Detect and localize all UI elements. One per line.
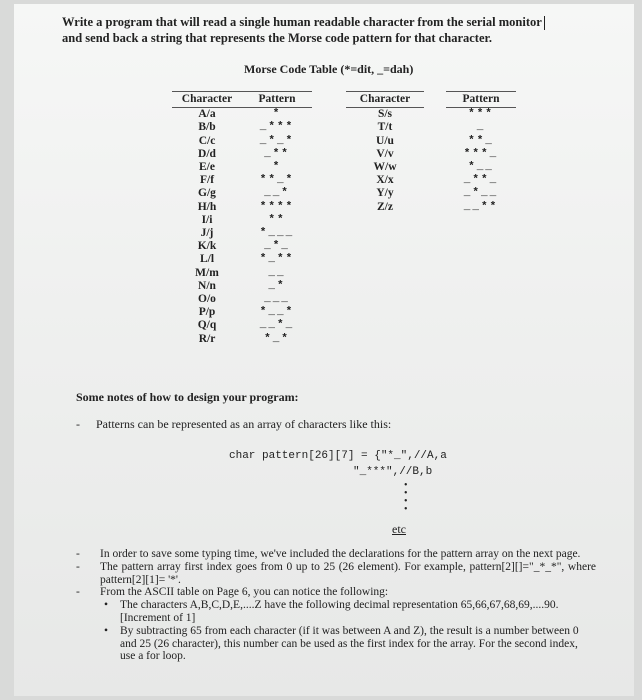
heading-line-1: Write a program that will read a single human readable character from the serial monitor [62, 15, 542, 29]
cell-pattern: _* [268, 279, 286, 292]
cell-gap [424, 135, 446, 148]
table-row [346, 148, 516, 161]
cell-pattern: _**_ [463, 174, 499, 187]
cell-gap [424, 174, 446, 187]
table-row [172, 174, 312, 187]
cell-character: J/j [200, 227, 214, 240]
cell-pattern: ** [268, 213, 286, 226]
table-row [172, 201, 312, 214]
bullet-dot: • [104, 599, 109, 612]
cell-gap [424, 201, 446, 214]
table-row [172, 187, 312, 200]
bullet-dot: • [104, 624, 109, 637]
table-row [346, 108, 516, 122]
cell-character: K/k [197, 240, 217, 253]
morse-table-right-body [346, 108, 516, 214]
table-row [172, 214, 312, 227]
continuation-dots: • • • • [404, 480, 408, 515]
table-row [172, 319, 312, 332]
cell-pattern: _** [264, 147, 290, 160]
cell-gap [424, 161, 446, 174]
cell-pattern: * [272, 108, 282, 121]
bullet-item [76, 625, 596, 663]
table-row [172, 148, 312, 161]
note-patterns-text: Patterns can be represented as an array of characters like this: [96, 417, 392, 431]
cell-character: S/s [377, 108, 393, 121]
column-header-pattern: Pattern [446, 92, 516, 108]
cell-character: M/m [195, 266, 219, 279]
notes-title: Some notes of how to design your program: [76, 390, 299, 404]
cell-gap [424, 148, 446, 161]
table-row [172, 306, 312, 319]
cell-character: L/l [199, 253, 215, 266]
table-row [172, 253, 312, 266]
cell-pattern: __** [463, 200, 499, 213]
table-row [172, 121, 312, 134]
table-row [346, 121, 516, 134]
table-row [172, 135, 312, 148]
cell-character: V/v [376, 147, 394, 160]
list-item [76, 586, 596, 599]
cell-pattern: *__ [468, 161, 494, 174]
cell-pattern: __*_ [259, 319, 295, 332]
cell-character: G/g [198, 187, 216, 200]
cell-character: O/o [198, 293, 216, 306]
list-item [76, 561, 596, 587]
cell-character: X/x [376, 174, 394, 187]
cell-pattern: _ [476, 121, 486, 134]
table-row [172, 333, 312, 346]
morse-table-left-body [172, 108, 312, 346]
table-row [172, 280, 312, 293]
cell-pattern: **** [259, 200, 295, 213]
cell-pattern: _*_ [264, 240, 290, 253]
table-row [172, 227, 312, 240]
list-dash: - [76, 560, 80, 573]
cell-pattern: *___ [259, 227, 295, 240]
table-row [346, 135, 516, 148]
cell-character: P/p [198, 306, 216, 319]
cell-pattern: *** [468, 108, 494, 121]
cell-character: N/n [198, 279, 216, 292]
cell-gap [424, 121, 446, 134]
code-snippet [229, 448, 447, 480]
cell-character: Q/q [197, 319, 217, 332]
table-row [172, 293, 312, 306]
cell-character: U/u [376, 134, 394, 147]
table-row [172, 161, 312, 174]
cell-pattern: ___ [264, 293, 290, 306]
cell-character: D/d [198, 147, 216, 160]
column-header-pattern: Pattern [242, 92, 312, 108]
document-page [14, 4, 634, 696]
cell-character: R/r [198, 332, 216, 345]
list-item [76, 548, 596, 561]
cell-pattern: * [272, 161, 282, 174]
table-row [346, 201, 516, 214]
paragraph-array-index: The pattern array first index goes from 0 up to 25 (26 element). For example, pattern[2][]="_*_*", where pattern[2][1]= '*'. [100, 560, 596, 586]
cell-pattern: __* [264, 187, 290, 200]
list-dash: - [76, 417, 80, 431]
cell-character: F/f [199, 174, 215, 187]
cell-character: E/e [199, 161, 215, 174]
cell-pattern: **_ [468, 134, 494, 147]
cell-character: Z/z [377, 200, 393, 213]
cell-pattern: *_* [264, 332, 290, 345]
list-dash: - [76, 586, 80, 599]
cell-pattern: _*** [259, 121, 295, 134]
table-row [346, 161, 516, 174]
cell-character: H/h [197, 200, 217, 213]
text-cursor [544, 16, 545, 30]
table-row [346, 187, 516, 200]
cell-pattern: ***_ [463, 147, 499, 160]
column-gap [424, 92, 446, 108]
assignment-heading [62, 14, 602, 46]
column-header-character: Character [346, 92, 424, 108]
cell-gap [424, 187, 446, 200]
table-row [172, 267, 312, 280]
etc-label: etc [392, 522, 406, 536]
cell-character: Y/y [376, 187, 394, 200]
table-row [172, 240, 312, 253]
cell-character: C/c [198, 134, 216, 147]
table-row [346, 174, 516, 187]
cell-character: A/a [198, 108, 216, 121]
cell-pattern: *__* [259, 306, 295, 319]
morse-table-left [172, 91, 312, 346]
cell-pattern: __ [268, 266, 286, 279]
bullet-item [76, 599, 596, 625]
bullet-decimal-representation: The characters A,B,C,D,E,....Z have the following decimal representation 65,66,67,68,69,....90. [Increment of 1] [120, 599, 559, 624]
cell-character: I/i [201, 213, 213, 226]
cell-character: W/w [373, 161, 397, 174]
table-title: Morse Code Table (*=dit, _=dah) [244, 62, 414, 76]
table-row [172, 108, 312, 122]
heading-line-2: and send back a string that represents the Morse code pattern for that character. [62, 31, 493, 46]
bullet-subtracting: By subtracting 65 from each character (if it was between A and Z), the result is a number between 0 and 25 (26 character), this number can be used as the first index for the array. For the second index, use a for loop. [120, 624, 579, 663]
cell-pattern: *_** [259, 253, 295, 266]
cell-pattern: _*__ [463, 187, 499, 200]
cell-pattern: **_* [259, 174, 295, 187]
list-dash: - [76, 548, 80, 560]
code-line-1: char pattern[26][7] = {"*_",//A,a [229, 450, 447, 462]
note-patterns [76, 417, 391, 432]
paragraph-ascii-table: From the ASCII table on Page 6, you can notice the following: [100, 586, 389, 599]
notes-list [76, 548, 596, 663]
code-line-2: "_***",//B,b [353, 466, 433, 478]
cell-gap [424, 108, 446, 122]
cell-pattern: _*_* [259, 134, 295, 147]
morse-table-right [346, 91, 516, 214]
cell-character: B/b [198, 121, 216, 134]
paragraph-typing-time: In order to save some typing time, we've included the declarations for the pattern array on the next page. [100, 548, 581, 560]
column-header-character: Character [172, 92, 242, 108]
cell-character: T/t [377, 121, 393, 134]
